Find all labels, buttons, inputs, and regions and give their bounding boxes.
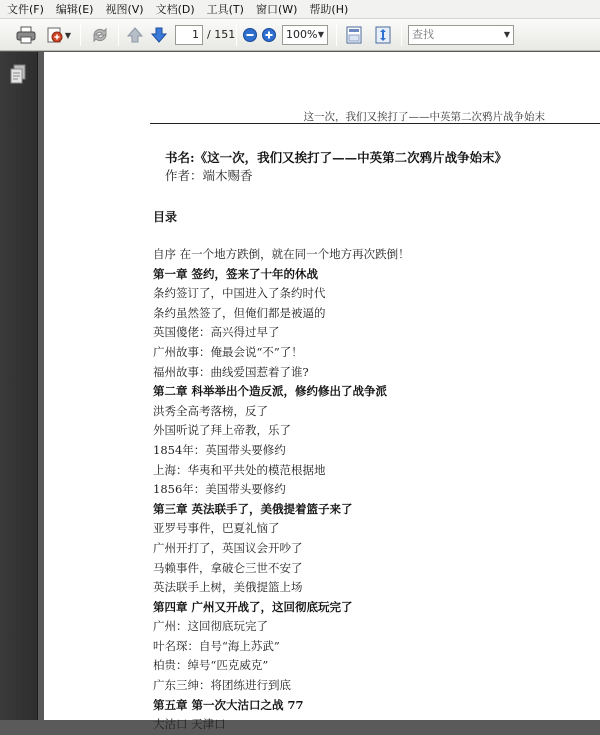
- header-rule: [150, 123, 600, 124]
- navigation-panel: [0, 52, 38, 720]
- toc-entry: 英法联手上树，美俄提篮上场: [153, 580, 303, 595]
- next-page-button[interactable]: [148, 25, 170, 45]
- refresh-icon: [90, 26, 110, 44]
- print-button[interactable]: [14, 25, 38, 45]
- toc-entry: 广州故事：俺最会说“不”了！: [153, 344, 303, 359]
- menu-tools[interactable]: 工具(T): [206, 2, 244, 16]
- previous-page-button[interactable]: [124, 25, 146, 45]
- total-pages: / 151: [207, 28, 236, 41]
- toc-entry: 马赖事件，拿破仑三世不安了: [153, 560, 303, 575]
- pages-panel-icon: [9, 64, 27, 86]
- table-of-contents: [153, 245, 593, 735]
- toc-entry: 英国傻佬：高兴得过早了: [153, 325, 280, 340]
- zoom-out-icon: [242, 27, 258, 43]
- menu-view[interactable]: 视图(V): [105, 2, 144, 16]
- toc-entry: 条约签订了，中国进入了条约时代: [153, 286, 326, 301]
- toc-entry: 外国听说了拜上帝教，乐了: [153, 423, 291, 438]
- toc-entry: 上海：华夷和平共处的模范根据地: [153, 462, 326, 477]
- save-icon: [346, 26, 362, 44]
- toc-chapter-heading: 第二章 科举举出个造反派，修约修出了战争派: [153, 384, 388, 399]
- chevron-down-icon: ▼: [503, 30, 510, 39]
- chevron-down-icon: ▼: [317, 30, 324, 39]
- toc-chapter-heading: 第四章 广州又开战了，这回彻底玩完了: [153, 599, 353, 614]
- toc-entry: 叶名琛：自号“海上苏武”: [153, 638, 280, 653]
- menu-bar: [0, 0, 600, 19]
- page-number-input[interactable]: 1: [175, 25, 203, 45]
- attach-dropdown-icon: ▼: [64, 30, 72, 40]
- zoom-out-button[interactable]: [241, 25, 259, 45]
- fit-page-button[interactable]: [372, 25, 394, 45]
- toc-entry: 大沽口 天津口: [153, 717, 226, 732]
- refresh-button[interactable]: [88, 25, 112, 45]
- toc-entry: 自序 在一个地方跌倒，就在同一个地方再次跌倒！: [153, 247, 410, 261]
- book-author: 作者：端木赐香: [165, 168, 253, 183]
- toolbar-divider: [236, 24, 237, 46]
- menu-help[interactable]: 帮助(H): [309, 2, 349, 16]
- toc-entry: 条约虽然签了，但俺们都是被逼的: [153, 305, 326, 320]
- toc-entry: 福州故事：曲线爱国惹着了谁?: [153, 364, 309, 379]
- toolbar-divider: [336, 24, 337, 46]
- toolbar: [0, 19, 600, 51]
- menu-window[interactable]: 窗口(W): [255, 2, 298, 16]
- toc-entry: 广东三绅：将团练进行到底: [153, 678, 291, 693]
- menu-edit[interactable]: 编辑(E): [55, 2, 94, 16]
- menu-file[interactable]: 文件(F): [7, 2, 44, 16]
- toc-entry: 1856年：美国带头要修约: [153, 482, 286, 497]
- attach-icon: [45, 26, 65, 44]
- attach-button[interactable]: [42, 25, 74, 45]
- toc-chapter-heading: 第三章 英法联手了，美俄提着篮子来了: [153, 501, 353, 516]
- arrow-down-icon: [150, 26, 168, 44]
- toolbar-divider: [80, 24, 81, 46]
- fit-page-icon: [374, 26, 392, 44]
- toc-chapter-heading: 第一章 签约，签来了十年的休战: [153, 266, 319, 281]
- menu-document[interactable]: 文档(D): [155, 2, 195, 16]
- document-page: [44, 52, 600, 732]
- arrow-up-icon: [126, 26, 144, 44]
- search-input[interactable]: [408, 25, 514, 45]
- zoom-value: 100%: [286, 28, 318, 41]
- search-placeholder: 查找: [412, 28, 434, 41]
- toc-heading: 目录: [153, 210, 178, 224]
- toc-entry: 1854年：英国带头要修约: [153, 442, 286, 457]
- zoom-select[interactable]: [282, 25, 328, 45]
- toc-entry: 广州：这回彻底玩完了: [153, 619, 268, 634]
- toolbar-divider: [401, 24, 402, 46]
- toc-entry: 广州开打了，英国议会开吵了: [153, 540, 303, 555]
- toolbar-divider: [118, 24, 119, 46]
- print-icon: [16, 26, 36, 44]
- toc-entry: 柏贵：绰号“匹克威克”: [153, 658, 269, 673]
- zoom-in-icon: [261, 27, 277, 43]
- running-header: 这一次，我们又挨打了——中英第二次鸦片战争始末: [303, 111, 545, 123]
- save-button[interactable]: [343, 25, 365, 45]
- zoom-in-button[interactable]: [260, 25, 278, 45]
- book-title: 书名:《这一次，我们又挨打了——中英第二次鸦片战争始末》: [165, 150, 508, 165]
- toc-entry: 洪秀全高考落榜，反了: [153, 403, 268, 418]
- pages-panel-button[interactable]: [9, 64, 27, 90]
- toc-entry: 亚罗号事件，巴夏礼恼了: [153, 521, 280, 536]
- toc-chapter-heading: 第五章 第一次大沽口之战 77: [153, 697, 304, 712]
